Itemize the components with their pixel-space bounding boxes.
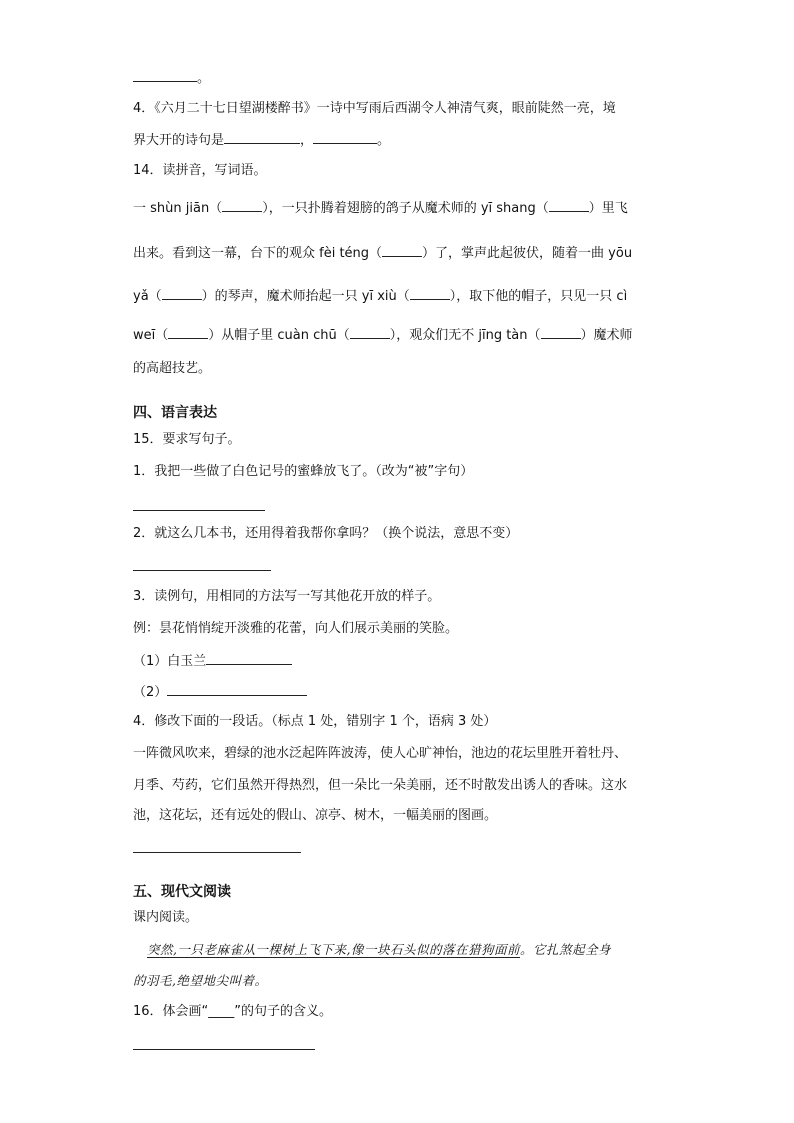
- q14-paragraph-line1: 一 shùn jiān（ ），一只扑腾着翅膀的鸽子从魔术师的 yī shang（ ）里飞: [133, 201, 628, 216]
- section5-intro: 课内阅读。: [133, 910, 199, 925]
- answer-blank[interactable]: [313, 131, 377, 144]
- answer-blank[interactable]: [167, 683, 307, 696]
- section5-heading: 五、现代文阅读: [133, 884, 231, 900]
- q14-paragraph-line2: 出来。看到这一幕，台下的观众 fèi téng（ ）了，掌声此起彼伏，随着一曲 yōu: [133, 246, 633, 261]
- q15-sub4: 4．修改下面的一段话。（标点 1 处，错别字 1 个，语病 3 处）: [133, 714, 497, 729]
- q14-title: 14．读拼音，写词语。: [133, 163, 267, 178]
- q15-sub3: 3．读例句，用相同的方法写一写其他花开放的样子。: [133, 589, 441, 604]
- correction-paragraph-line2: 月季、芍药，它们虽然开得热烈，但一朵比一朵美丽，还不时散发出诱人的香味。这水: [133, 778, 628, 793]
- q14-paragraph-line3: yǎ（ ）的琴声，魔术师抬起一只 yī xiù（ ），取下他的帽子，只见一只 cì: [133, 289, 628, 304]
- answer-line[interactable]: [133, 1049, 315, 1050]
- reading-passage-line1: 突然,一只老麻雀从一棵树上飞下来,像一块石头似的落在猎狗面前。它扎煞起全身: [147, 942, 611, 957]
- answer-blank[interactable]: [168, 326, 208, 339]
- top-fragment: 。: [133, 69, 210, 87]
- answer-line[interactable]: [133, 510, 265, 511]
- answer-blank[interactable]: [541, 326, 581, 339]
- section4-heading: 四、语言表达: [133, 405, 217, 421]
- underlined-sentence: 突然,一只老麻雀从一棵树上飞下来,像一块石头似的落在猎狗面前: [147, 942, 520, 957]
- answer-blank[interactable]: [206, 652, 292, 665]
- q15-title: 15．要求写句子。: [133, 432, 241, 447]
- q4-line2: 界大开的诗句是 ， 。: [133, 133, 391, 148]
- answer-blank[interactable]: [410, 287, 450, 300]
- answer-blank[interactable]: [133, 69, 197, 82]
- correction-paragraph-line1: 一阵微风吹来，碧绿的池水泛起阵阵波涛，使人心旷神怡，池边的花坛里胜开着牡丹、: [133, 746, 628, 761]
- answer-blank[interactable]: [162, 287, 202, 300]
- q15-example: 例：昙花悄悄绽开淡雅的花蕾，向人们展示美丽的笑脸。: [133, 621, 459, 636]
- reading-passage-line2: 的羽毛,绝望地尖叫着。: [133, 973, 268, 988]
- q15-item1: （1）白玉兰: [133, 652, 292, 670]
- q15-sub2: 2．就这么几本书，还用得着我帮你拿吗？（换个说法，意思不变）: [133, 526, 519, 541]
- answer-blank[interactable]: [549, 199, 589, 212]
- answer-blank[interactable]: [350, 326, 390, 339]
- q16-title: 16．体会画“____”的句子的含义。: [133, 1004, 333, 1019]
- correction-paragraph-line3: 池，这花坛，还有远处的假山、凉亭、树木，一幅美丽的图画。: [133, 808, 498, 823]
- answer-blank[interactable]: [222, 199, 262, 212]
- q4-line1: 4．《六月二十七日望湖楼醉书》一诗中写雨后西湖令人神清气爽，眼前陡然一亮，境: [133, 101, 616, 116]
- answer-line[interactable]: [133, 852, 301, 853]
- answer-blank[interactable]: [224, 131, 300, 144]
- q14-paragraph-line4: weī（ ）从帽子里 cuàn chū（ ），观众们无不 jīng tàn（ ）魔术师: [133, 328, 633, 343]
- answer-line[interactable]: [133, 570, 271, 571]
- q15-item2: （2）: [133, 683, 307, 701]
- q14-paragraph-line5: 的高超技艺。: [133, 361, 212, 376]
- q15-sub1: 1．我把一些做了白色记号的蜜蜂放飞了。（改为“被”字句）: [133, 464, 474, 479]
- answer-blank[interactable]: [382, 244, 422, 257]
